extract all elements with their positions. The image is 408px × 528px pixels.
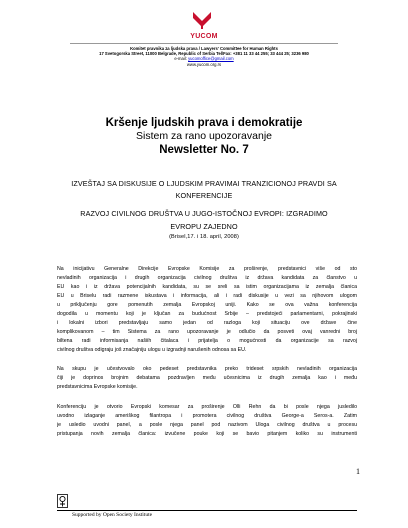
paragraph-line: predstavnicima Evropske komisije. bbox=[57, 384, 138, 390]
report-heading-line1: IZVEŠTAJ SA DISKUSIJE O LJUDSKIM PRAVIMAI TRANZICIONOJ PRAVDI SA bbox=[71, 179, 337, 188]
paragraph-line: Na inicijativu Generalne Direkcije Evropske Komisije za proširenje, predstavnici više od sto bbox=[57, 266, 357, 272]
email-prefix: e-mail: bbox=[174, 56, 189, 61]
org-name: Komitet pravnika za ljudska prava / Lawyers' Committee for Human Rights bbox=[130, 46, 278, 51]
paragraph-line: komplikovanom – tim Sistema za rano upozoravanje je odlučio da posveti ovaj vanredni broj bbox=[57, 329, 357, 335]
paragraph-line: EU u Briselu radi razmene iskustava i informacija, ali i radi diskusije u vezi sa njihovom ulogom bbox=[57, 293, 357, 299]
brand-name: YUCOM bbox=[190, 33, 218, 40]
paragraph-line: civilnog društva odigraju još značajniju ulogu u izgradnji narušenih odnosa sa EU. bbox=[57, 347, 247, 353]
org-website[interactable]: www.yucom.org.rs bbox=[186, 62, 222, 67]
page-number: 1 bbox=[356, 467, 360, 476]
event-heading-line2: EVROPU ZAJEDNO bbox=[170, 222, 238, 231]
event-date: (Brisel,17. i 18. april, 2008) bbox=[169, 234, 239, 240]
paragraph-line: čiji je doprinos brojnim debatama pozdravljen među učesnicima iz drugih zemalja kao i među bbox=[57, 375, 357, 381]
yucom-logo-icon bbox=[190, 10, 214, 30]
paragraph-line: Konferenciju je otvorio Evropski komesar za proširenje Olli Rehn da bi posle njega jusledilo bbox=[57, 404, 357, 410]
email-link[interactable]: yucomoffice@gmail.com bbox=[188, 56, 234, 61]
newsletter-number: Newsletter No. 7 bbox=[159, 144, 249, 156]
open-society-logo-icon bbox=[57, 494, 68, 508]
paragraph-line: i lokalni izbori predstavljaju samo jedan od razloga koji situaciju ove države čine bbox=[57, 320, 357, 326]
paragraph-line: pristupanja novih zemalja članica: izvučene pouke koji se bavio pitanjem koliko su instrumenti bbox=[57, 431, 357, 437]
paragraph-line: je usledio uvodni panel, a posle njega panel pod nazivom Uloga civilnog društva u procesu bbox=[57, 422, 357, 428]
header-divider bbox=[70, 43, 338, 44]
newsletter-title: Kršenje ljudskih prava i demokratije bbox=[105, 117, 303, 129]
paragraph-line: biltena radi informisanja našiih čitalaca i prijatelja o mogućnosti da organizacije sa razvoj bbox=[57, 338, 357, 344]
newsletter-subtitle: Sistem za rano upozoravanje bbox=[136, 130, 272, 142]
footer-divider bbox=[57, 510, 357, 511]
paragraph-line: Na skupu je učestvovalo oko pedeset predstavnika preko trideset srpskih nevladinih organizacija bbox=[57, 366, 357, 372]
paragraph-line: dogodila u momentu koji je ključan za budućnost Srbije – predstojeći parlamentarni, pokrajinski bbox=[57, 311, 357, 317]
paragraph-line: EU kao i iz država potencijalnih kandidata, su se sreli sa istim organizacijama iz zemalja članica bbox=[57, 284, 357, 290]
paragraph-line: u priključenju gore pomenutih zemalja Evropskoj uniji. Kako se ova važna konferencija bbox=[57, 302, 357, 308]
org-email-line bbox=[0, 56, 408, 61]
event-heading-line1: RAZVOJ CIVILNOG DRUŠTVA U JUGO-ISTOČNOJ EVROPI: IZGRADIMO bbox=[80, 209, 328, 218]
paragraph-line: nevladinih organizacija i drugih organizacija civilnog društva iz država kandidata za članstvo u bbox=[57, 275, 357, 281]
report-heading-line2: KONFERENCIJE bbox=[175, 191, 233, 200]
org-address: 17 Svetogorska Street, 11000 Belgrade, Republic of Serbia Tel/Fax: +381 11 33 44 255; 33 444 25; 3236 980 bbox=[99, 51, 309, 56]
paragraph-line: uvodno izlaganje ameriškog filantropa i promotera civilnog društva George-a Seros-a. Zatim bbox=[57, 413, 357, 419]
supported-by-text: Supported by Open Society Institute bbox=[72, 512, 153, 518]
